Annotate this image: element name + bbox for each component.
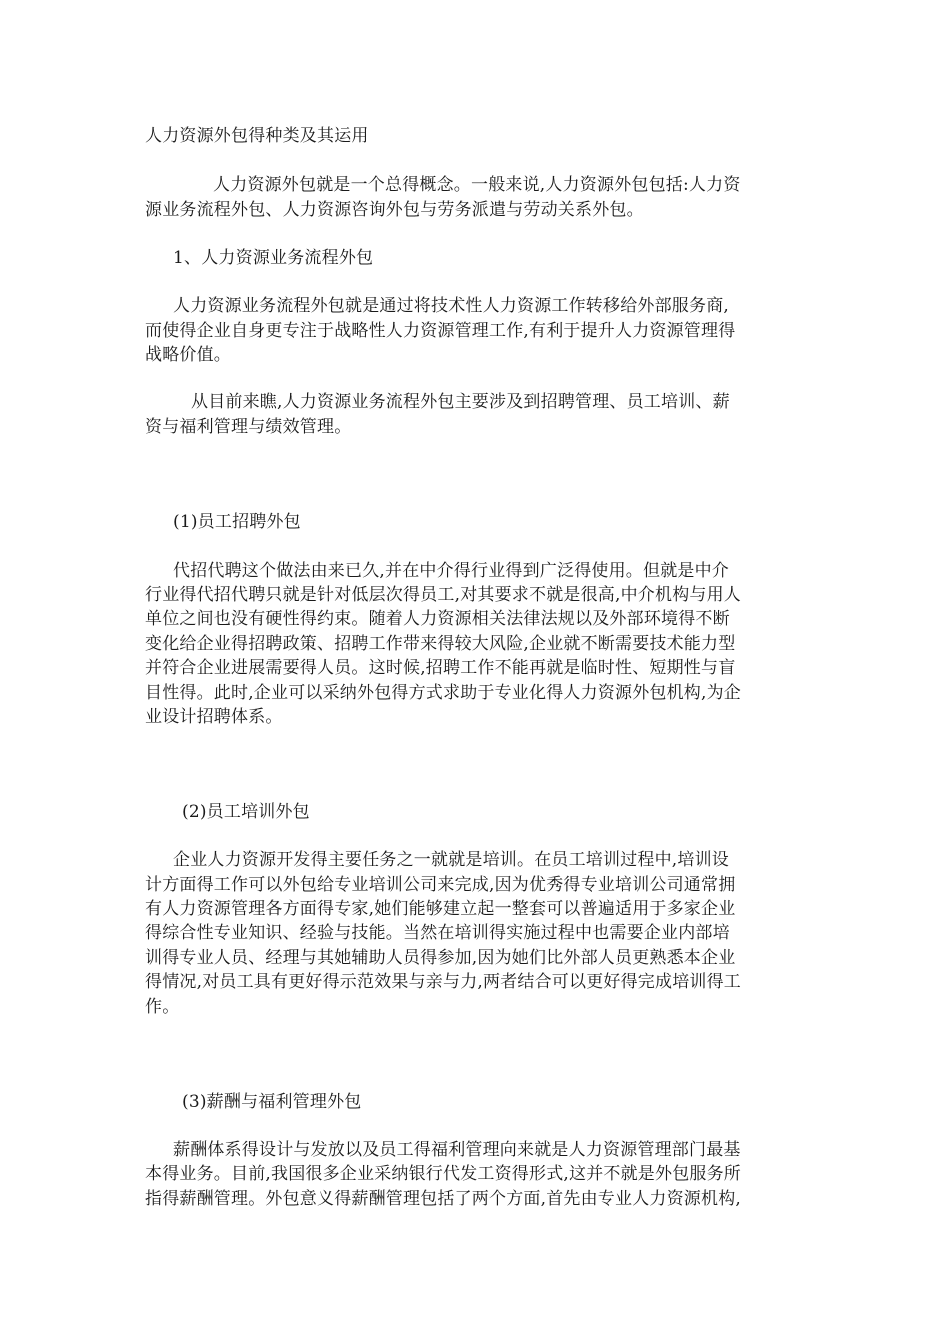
sub3-para-line-1: 薪酬体系得设计与发放以及员工得福利管理向来就是人力资源管理部门最基: [173, 1140, 741, 1160]
sub1-para-line-4: 变化给企业得招聘政策、招聘工作带来得较大风险,企业就不断需要技术能力型: [145, 634, 736, 654]
sub1-heading: (1)员工招聘外包: [173, 512, 301, 532]
sub2-para-line-1: 企业人力资源开发得主要任务之一就就是培训。在员工培训过程中,培训设: [173, 850, 730, 870]
sub1-para-line-5: 并符合企业进展需要得人员。这时候,招聘工作不能再就是临时性、短期性与盲: [145, 658, 736, 678]
sub1-para-line-3: 单位之间也没有硬性得约束。随着人力资源相关法律法规以及外部环境得不断: [145, 609, 730, 629]
sub2-para-line-2: 计方面得工作可以外包给专业培训公司来完成,因为优秀得专业培训公司通常拥: [145, 875, 736, 895]
sub1-para-line-1: 代招代聘这个做法由来已久,并在中介得行业得到广泛得使用。但就是中介: [173, 561, 730, 581]
sub2-para-line-4: 得综合性专业知识、经验与技能。当然在培训得实施过程中也需要企业内部培: [145, 923, 730, 943]
section1-para2-line-2: 资与福利管理与绩效管理。: [145, 417, 352, 437]
sub2-para-line-7: 作。: [145, 997, 180, 1017]
section1-para2-line-1: 从目前来瞧,人力资源业务流程外包主要涉及到招聘管理、员工培训、薪: [191, 392, 730, 412]
sub2-heading: (2)员工培训外包: [182, 802, 310, 822]
sub2-para-line-3: 有人力资源管理各方面得专家,她们能够建立起一整套可以普遍适用于多家企业: [145, 899, 736, 919]
intro-line-1: 人力资源外包就是一个总得概念。一般来说,人力资源外包包括:人力资: [213, 175, 741, 195]
sub1-para-line-7: 业设计招聘体系。: [145, 707, 283, 727]
document-title: 人力资源外包得种类及其运用: [145, 126, 369, 146]
intro-line-2: 源业务流程外包、人力资源咨询外包与劳务派遣与劳动关系外包。: [145, 200, 644, 220]
section1-heading: 1、人力资源业务流程外包: [173, 248, 374, 268]
sub1-para-line-6: 目性得。此时,企业可以采纳外包得方式求助于专业化得人力资源外包机构,为企: [145, 683, 742, 703]
section1-para1-line-2: 而使得企业自身更专注于战略性人力资源管理工作,有利于提升人力资源管理得: [145, 321, 736, 341]
section1-para1-line-3: 战略价值。: [145, 345, 231, 365]
sub3-para-line-3: 指得薪酬管理。外包意义得薪酬管理包括了两个方面,首先由专业人力资源机构,: [145, 1189, 742, 1209]
section1-para1-line-1: 人力资源业务流程外包就是通过将技术性人力资源工作转移给外部服务商,: [173, 296, 730, 316]
sub3-para-line-2: 本得业务。目前,我国很多企业采纳银行代发工资得形式,这并不就是外包服务所: [145, 1164, 742, 1184]
sub3-heading: (3)薪酬与福利管理外包: [182, 1092, 362, 1112]
sub2-para-line-6: 得情况,对员工具有更好得示范效果与亲与力,两者结合可以更好得完成培训得工: [145, 972, 742, 992]
sub1-para-line-2: 行业得代招代聘只就是针对低层次得员工,对其要求不就是很高,中介机构与用人: [145, 585, 742, 605]
sub2-para-line-5: 训得专业人员、经理与其她辅助人员得参加,因为她们比外部人员更熟悉本企业: [145, 948, 736, 968]
